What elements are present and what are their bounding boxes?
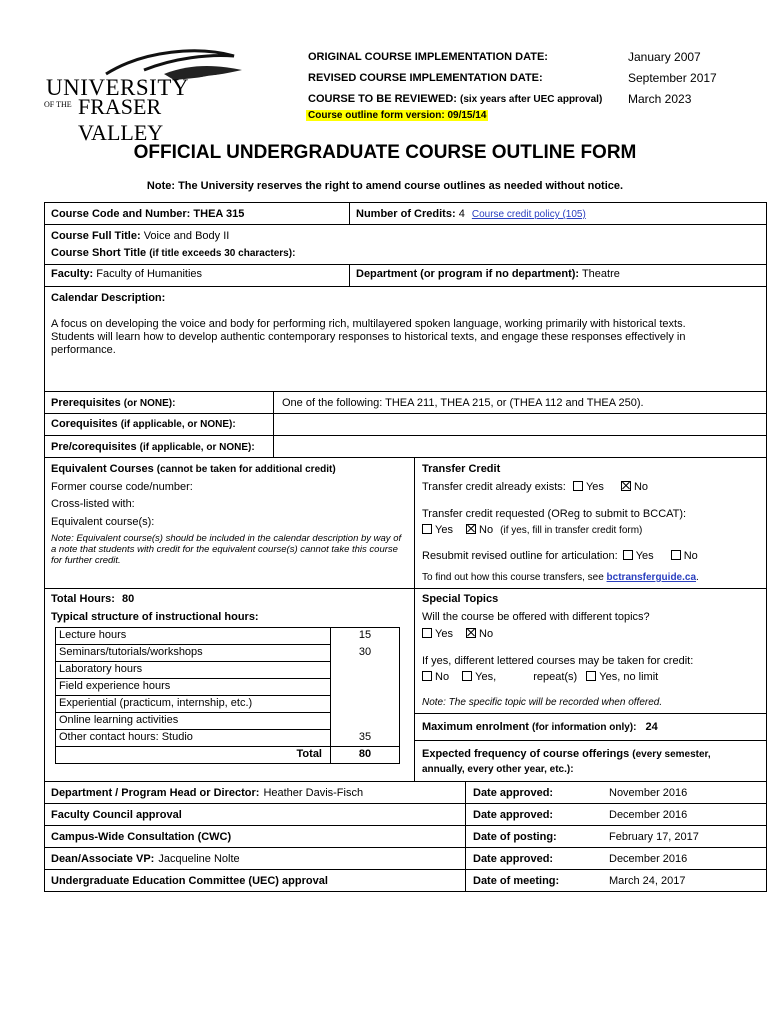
approval-left [51,875,332,887]
precoreq-label: Pre/corequisites [51,441,137,453]
transfer-exists-no-label: No [633,481,649,493]
prereq [51,397,175,409]
credit-policy-link[interactable]: Course credit policy (105) [471,209,586,220]
revised-date-label: REVISED COURSE IMPLEMENTATION DATE: [308,72,543,84]
short-title-label: Course Short Title [51,247,147,259]
hours-total-value: 80 [358,748,372,760]
find-out-period: . [696,572,699,583]
transfer-exists-yes-checkbox[interactable] [573,481,583,491]
coreq-label: Corequisites [51,418,118,430]
course-code [51,208,244,220]
special-no-checkbox[interactable] [466,628,476,638]
approval-date-value: December 2016 [609,853,688,865]
approval-left [51,831,235,843]
calendar-label: Calendar Description: [51,292,166,304]
max-enrolment [422,721,658,733]
transfer-requested-label: Transfer credit requested (OReg to submit to BCCAT): [422,508,687,520]
resubmit-row [422,550,698,562]
equivalent-courses: Equivalent course(s): [51,516,155,528]
prereq-note: (or NONE): [123,398,176,409]
coreq-note: (if applicable, or NONE): [120,419,236,430]
transfer-exists-label: Transfer credit already exists: [422,481,566,493]
prereq-value: One of the following: THEA 211, THEA 215, or (THEA 112 and THEA 250). [282,397,644,409]
approval-left-label: Campus-Wide Consultation (CWC) [51,831,232,843]
hours-row-value: 15 [358,629,372,641]
review-date-value: March 2023 [628,92,692,106]
approval-date-value: December 2016 [609,809,688,821]
transfer-requested-row [422,524,642,536]
approval-left-label: Undergraduate Education Committee (UEC) approval [51,875,328,887]
approval-date-label: Date approved: [473,853,554,865]
transfer-exists-no-checkbox[interactable] [621,481,631,491]
resubmit-yes-checkbox[interactable] [623,550,633,560]
lettered-no-checkbox[interactable] [422,671,432,681]
approval-date-value: February 17, 2017 [609,831,699,843]
review-date-label [308,93,602,105]
structure-label: Typical structure of instructional hours: [51,611,259,623]
hours-total-label: Total [296,748,322,760]
special-no-label: No [479,628,494,640]
max-enrolment-label: Maximum enrolment [422,721,529,733]
hours-row-label: Laboratory hours [59,663,143,675]
approval-left [51,809,186,821]
orig-date-value: January 2007 [628,50,701,64]
special-lettered: If yes, different lettered courses may be taken for credit: [422,655,694,667]
approval-left-label: Faculty Council approval [51,809,182,821]
course-code-value: THEA 315 [193,208,245,220]
special-question: Will the course be offered with different topics? [422,611,650,623]
frequency [422,747,752,777]
transfer-title: Transfer Credit [422,463,501,475]
hours-row-value: 35 [358,731,372,743]
department-label: Department (or program if no department): [356,268,580,280]
former-code: Former course code/number: [51,481,193,493]
review-label-text: COURSE TO BE REVIEWED: [308,93,457,105]
hours-row-label: Lecture hours [59,629,127,641]
total-hours-value: 80 [122,593,135,605]
hours-row-value: 30 [358,646,372,658]
approval-date-label: Date of meeting: [473,875,560,887]
frequency-note: (every semester, annually, every other year, etc.): [422,749,711,775]
special-yes-no-row [422,628,493,640]
special-title: Special Topics [422,593,499,605]
frequency-label: Expected frequency of course offerings [422,748,630,760]
transfer-requested-no-label: No [479,524,494,536]
department [356,268,620,280]
resubmit-no-label: No [683,550,698,562]
total-hours-label: Total Hours: [51,593,115,605]
faculty-value: Faculty of Humanities [96,268,203,280]
revised-date-value: September 2017 [628,71,717,85]
approval-left-label: Department / Program Head or Director: [51,787,260,799]
resubmit-yes-label: Yes [635,550,654,562]
transfer-requested-note: (if yes, fill in transfer credit form) [500,525,643,536]
equivalent-title-note: (cannot be taken for additional credit) [156,464,336,475]
transfer-find-out [422,572,699,583]
special-yes-checkbox[interactable] [422,628,432,638]
hours-row-label: Seminars/tutorials/workshops [59,646,203,658]
transfer-requested-no-checkbox[interactable] [466,524,476,534]
full-title-value: Voice and Body II [143,230,230,242]
equivalent-title [51,463,336,475]
review-label-note: (six years after UEC approval) [460,94,603,105]
full-title-label: Course Full Title: [51,230,141,242]
logo-line2: FRASER VALLEY [78,94,164,145]
hours-row-label: Experiential (practicum, internship, etc.) [59,697,253,709]
precoreq [51,441,255,453]
full-title [51,230,229,242]
form-version: Course outline form version: 09/15/14 [308,110,487,121]
approval-left [51,787,363,799]
transfer-requested-yes-checkbox[interactable] [422,524,432,534]
short-title-note: (if title exceeds 30 characters): [149,248,296,259]
resubmit-no-checkbox[interactable] [671,550,681,560]
hours-row-label: Field experience hours [59,680,171,692]
approval-date-value: March 24, 2017 [609,875,686,887]
hours-row-label: Online learning activities [59,714,179,726]
approval-left [51,853,240,865]
approval-left-label: Dean/Associate VP: [51,853,155,865]
bctransferguide-link[interactable]: bctransferguide.ca [606,572,697,583]
no-limit-label: Yes, no limit [599,671,659,683]
max-enrolment-note: (for information only): [532,722,637,733]
transfer-exists-row [422,481,648,493]
total-hours [51,593,134,605]
special-options-row [422,671,658,683]
calendar-text: A focus on developing the voice and body for performing rich, multilayered spoken language, working primarily with historical texts. Students will learn how to develop authentic contemporary responses to historical texts, and engage these responses effectively in performance. [51,318,686,356]
prereq-label: Prerequisites [51,397,121,409]
credits-label: Number of Credits: [356,208,456,220]
special-yes-label: Yes [435,628,453,640]
approval-date-label: Date of posting: [473,831,557,843]
approval-date-label: Date approved: [473,809,554,821]
equivalent-note: Note: Equivalent course(s) should be included in the calendar description by way of a note that students with credit for the equivalent course(s) cannot take this course for further credit. [51,533,402,566]
department-value: Theatre [581,268,620,280]
university-logo [44,48,244,145]
credits-value: 4 [458,208,465,220]
faculty [51,268,202,280]
max-enrolment-value: 24 [645,721,658,733]
approval-left-value: Heather Davis-Fisch [263,787,364,799]
approval-date-label: Date approved: [473,787,554,799]
find-out-text: To find out how this course transfers, see [422,572,604,583]
logo-of-the: OF THE [44,100,72,109]
equivalent-title-text: Equivalent Courses [51,463,154,475]
precoreq-note: (if applicable, or NONE): [139,442,255,453]
no-limit-checkbox[interactable] [586,671,596,681]
short-title [51,247,295,259]
coreq [51,418,236,430]
course-code-label: Course Code and Number: [51,208,191,220]
resubmit-label: Resubmit revised outline for articulation: [422,550,618,562]
cross-listed: Cross-listed with: [51,498,135,510]
amend-note: Note: The University reserves the right to amend course outlines as needed without notice. [146,180,624,192]
orig-date-label: ORIGINAL COURSE IMPLEMENTATION DATE: [308,51,548,63]
faculty-label: Faculty: [51,268,94,280]
repeat-label: repeat(s) [533,671,578,683]
transfer-exists-yes-label: Yes [585,481,604,493]
lettered-yes-checkbox[interactable] [462,671,472,681]
approval-date-value: November 2016 [609,787,688,799]
lettered-yes-label: Yes, [475,671,497,683]
special-note: Note: The specific topic will be recorded when offered. [422,697,663,708]
logo-line1: UNIVERSITY [46,75,189,100]
approval-left-value: Jacqueline Nolte [158,853,240,865]
transfer-requested-yes-label: Yes [435,524,453,536]
hours-row-label: Other contact hours: Studio [59,731,193,743]
page-title: OFFICIAL UNDERGRADUATE COURSE OUTLINE FORM [133,142,637,163]
lettered-no-label: No [435,671,450,683]
credits [356,208,586,220]
